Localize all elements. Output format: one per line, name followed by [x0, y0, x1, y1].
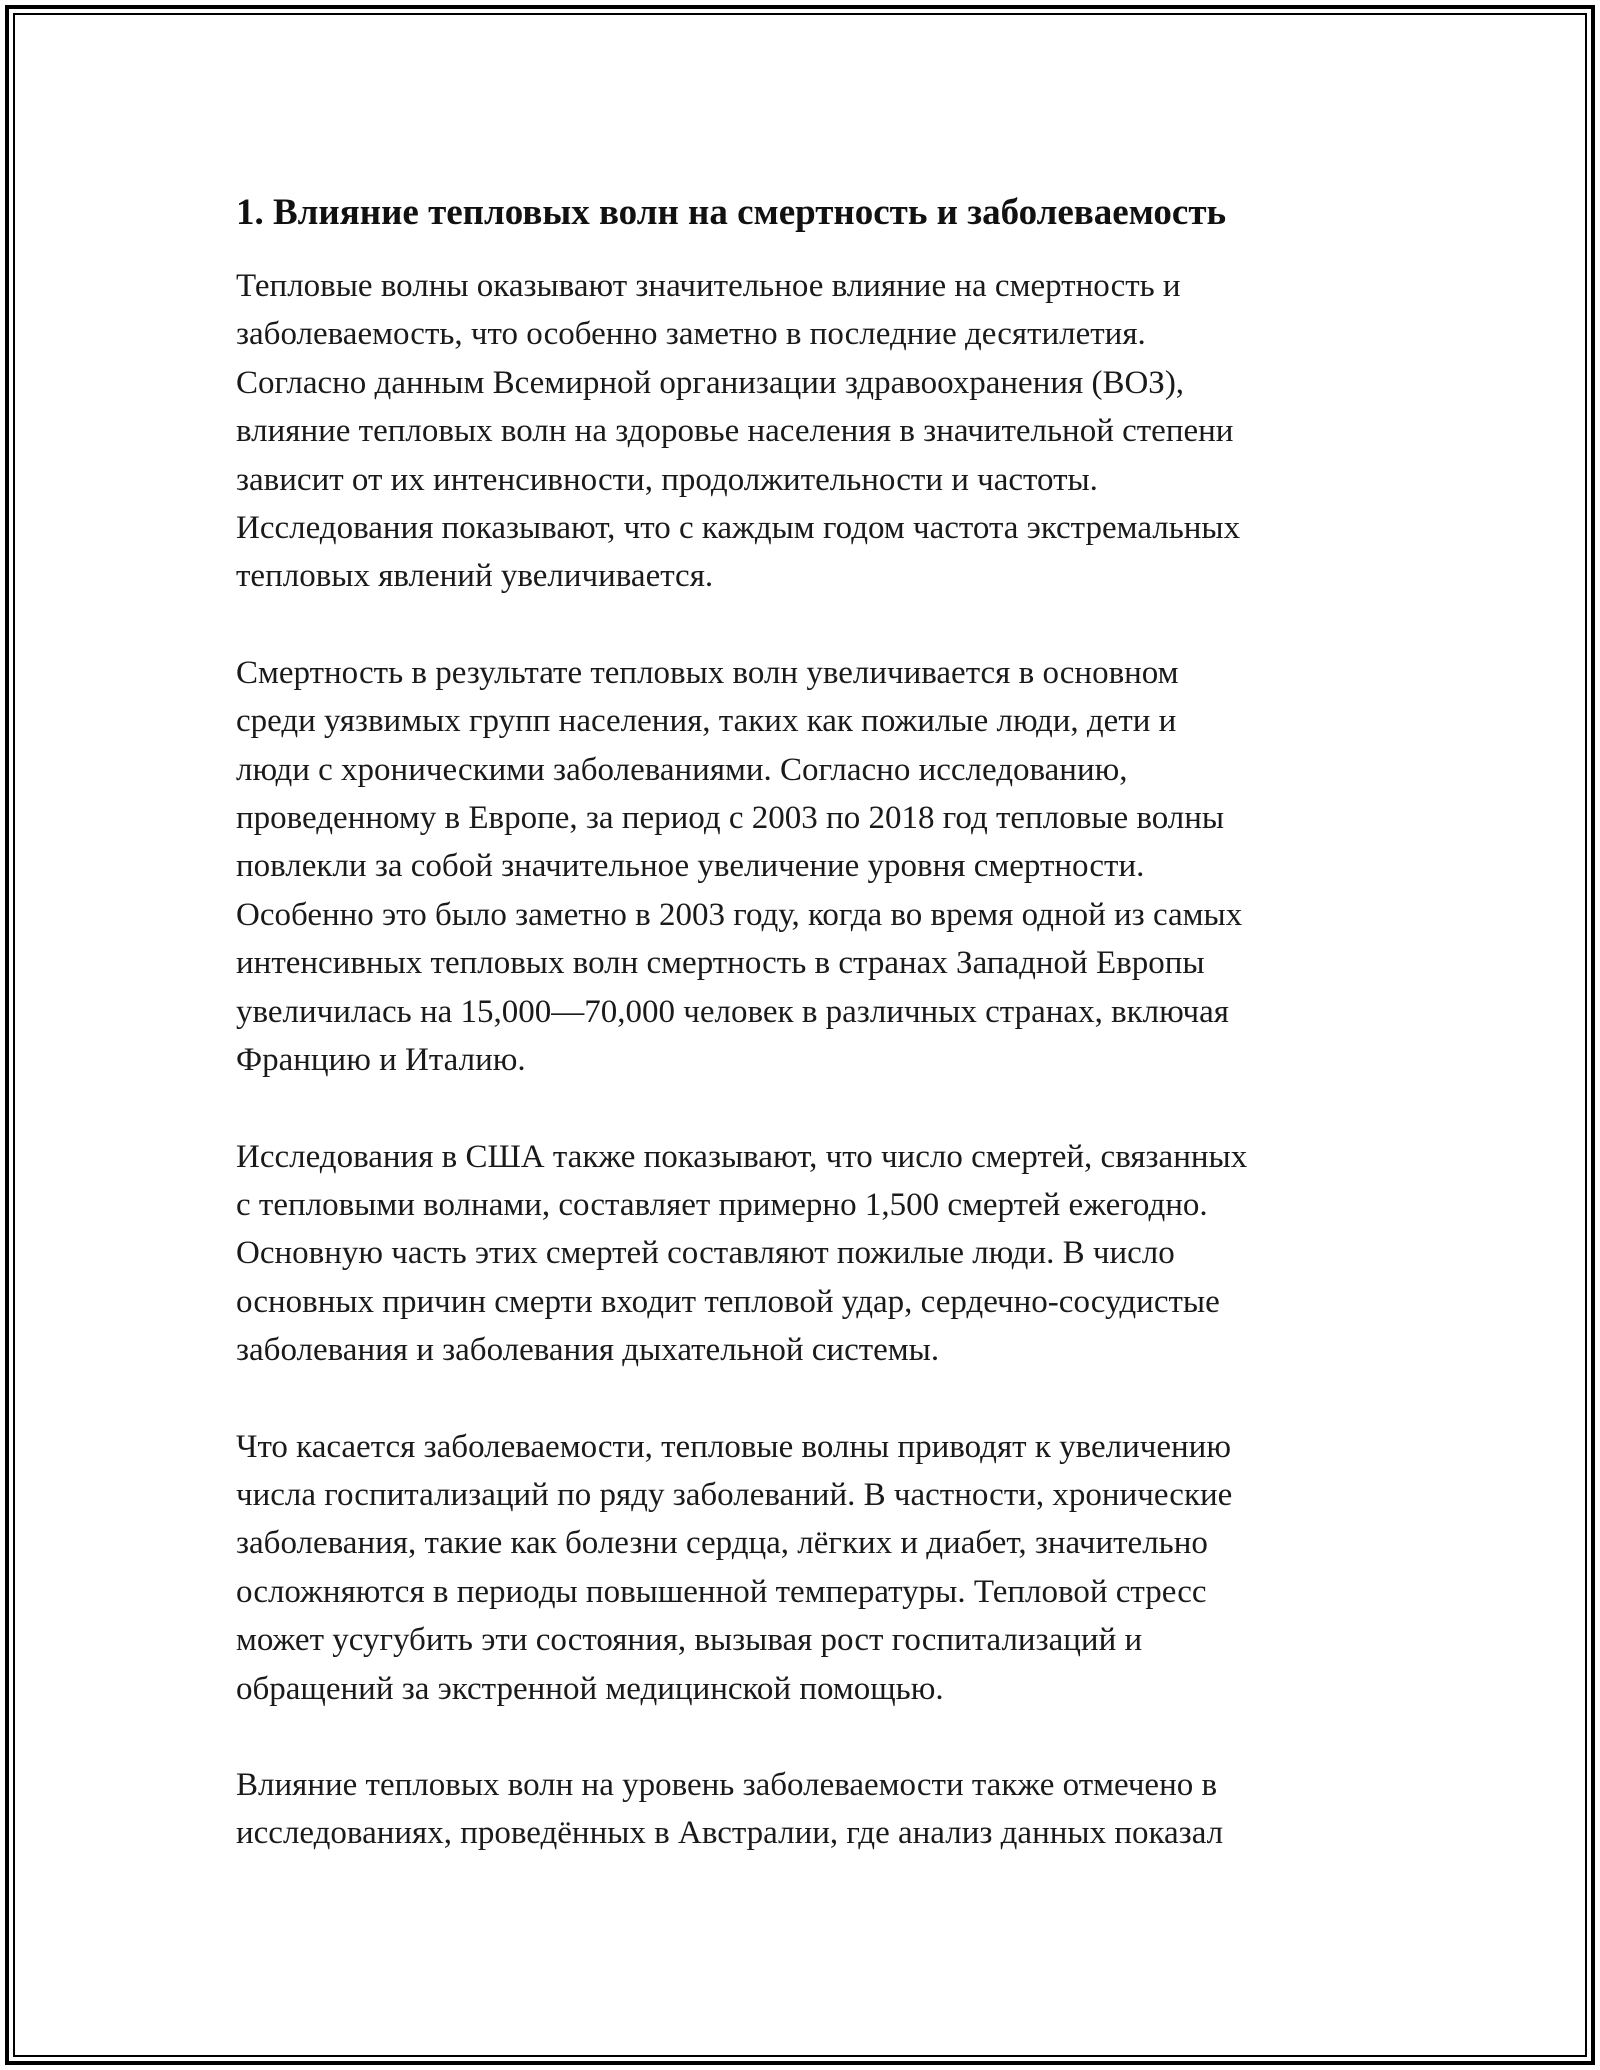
paragraph-line: зависит от их интенсивности, продолжительности и частоты. [236, 461, 1098, 498]
paragraph-line: Тепловые волны оказывают значительное влияние на смертность и [236, 268, 1181, 304]
paragraph-line: Смертность в результате тепловых волн увеличивается в основном [236, 654, 1179, 691]
paragraph-line: интенсивных тепловых волн смертность в странах Западной Европы [236, 945, 1205, 982]
paragraph-line: увеличилась на 15,000—70,000 человек в различных странах, включая [236, 993, 1229, 1030]
paragraph-line: осложняются в периоды повышенной температуры. Тепловой стресс [236, 1573, 1207, 1610]
paragraph [236, 262, 1396, 601]
paragraph-line: Согласно данным Всемирной организации здравоохранения (ВОЗ), [236, 364, 1185, 401]
paragraph-line: Францию и Италию. [236, 1042, 526, 1079]
paragraph-line: Влияние тепловых волн на уровень заболеваемости также отмечено в [236, 1766, 1218, 1803]
document-body [236, 186, 1396, 1906]
paragraph-line: Исследования показывают, что с каждым годом частота экстремальных [236, 510, 1241, 547]
paragraph-line: Особенно это было заметно в 2003 году, когда во время одной из самых [236, 896, 1243, 933]
paragraph-list [236, 262, 1396, 1858]
paragraph-line: тепловых явлений увеличивается. [236, 558, 714, 595]
paragraph-line: Основную часть этих смертей составляют пожилые люди. В число [236, 1235, 1175, 1272]
paragraph-line: с тепловыми волнами, составляет примерно 1,500 смертей ежегодно. [236, 1186, 1208, 1223]
paragraph [236, 649, 1396, 1085]
paragraph [236, 1133, 1396, 1375]
paragraph-line: обращений за экстренной медицинской помощью. [236, 1670, 944, 1707]
paragraph-line: влияние тепловых волн на здоровье населения в значительной степени [236, 413, 1234, 450]
section-heading: 1. Влияние тепловых волн на смертность и заболеваемость [236, 192, 1227, 233]
paragraph-line: числа госпитализаций по ряду заболеваний. В частности, хронические [236, 1476, 1233, 1513]
paragraph-line: исследованиях, проведённых в Австралии, где анализ данных показал [236, 1815, 1224, 1852]
paragraph-line: заболевания и заболевания дыхательной системы. [236, 1332, 940, 1369]
paragraph-line: люди с хроническими заболеваниями. Согласно исследованию, [236, 751, 1128, 788]
paragraph-line: заболевания, такие как болезни сердца, лёгких и диабет, значительно [236, 1525, 1208, 1562]
paragraph-line: может усугубить эти состояния, вызывая рост госпитализаций и [236, 1622, 1143, 1659]
paragraph [236, 1423, 1396, 1713]
paragraph-line: повлекли за собой значительное увеличение уровня смертности. [236, 848, 1145, 885]
paragraph-line: Что касается заболеваемости, тепловые волны приводят к увеличению [236, 1428, 1231, 1465]
paragraph-line: среди уязвимых групп населения, таких как пожилые люди, дети и [236, 703, 1177, 740]
paragraph-line: заболеваемость, что особенно заметно в последние десятилетия. [236, 316, 1146, 353]
paragraph-line: основных причин смерти входит тепловой удар, сердечно-сосудистые [236, 1283, 1220, 1320]
paragraph-line: проведенному в Европе, за период с 2003 по 2018 год тепловые волны [236, 800, 1225, 837]
paragraph-line: Исследования в США также показывают, что число смертей, связанных [236, 1138, 1248, 1175]
paragraph [236, 1761, 1396, 1858]
